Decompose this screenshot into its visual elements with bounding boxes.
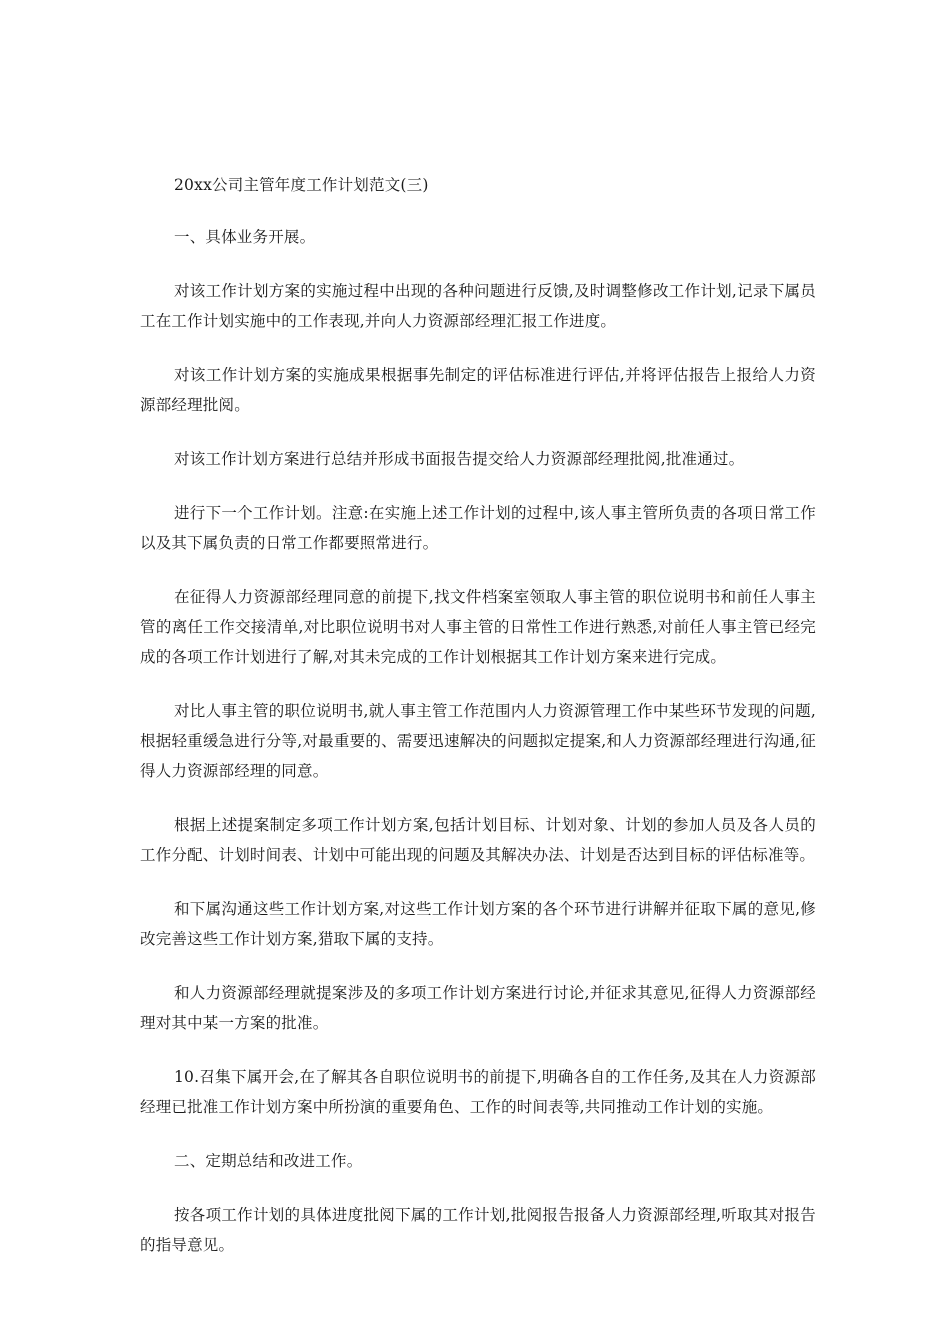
body-paragraph: 按各项工作计划的具体进度批阅下属的工作计划,批阅报告报备人力资源部经理,听取其对报告的指导意见。 <box>140 1206 816 1254</box>
body-paragraph: 根据上述提案制定多项工作计划方案,包括计划目标、计划对象、计划的参加人员及各人员的工作分配、计划时间表、计划中可能出现的问题及其解决办法、计划是否达到目标的评估标准等。 <box>140 816 816 864</box>
body-paragraph: 对该工作计划方案的实施成果根据事先制定的评估标准进行评估,并将评估报告上报给人力资源部经理批阅。 <box>140 366 816 414</box>
document-page <box>140 170 816 1284</box>
body-paragraph: 和下属沟通这些工作计划方案,对这些工作计划方案的各个环节进行讲解并征取下属的意见,修改完善这些工作计划方案,猎取下属的支持。 <box>140 900 816 948</box>
body-paragraph: 对该工作计划方案的实施过程中出现的各种问题进行反馈,及时调整修改工作计划,记录下属员工在工作计划实施中的工作表现,并向人力资源部经理汇报工作进度。 <box>140 282 816 330</box>
body-paragraph: 在征得人力资源部经理同意的前提下,找文件档案室领取人事主管的职位说明书和前任人事主管的离任工作交接清单,对比职位说明书对人事主管的日常性工作进行熟悉,对前任人事主管已经完成的各项工作计划进行了解,对其未完成的工作计划根据其工作计划方案来进行完成。 <box>140 588 816 666</box>
body-paragraph: 10.召集下属开会,在了解其各自职位说明书的前提下,明确各自的工作任务,及其在人力资源部经理已批准工作计划方案中所扮演的重要角色、工作的时间表等,共同推动工作计划的实施。 <box>140 1068 816 1116</box>
section-heading-2: 二、定期总结和改进工作。 <box>174 1152 363 1170</box>
body-paragraph: 进行下一个工作计划。注意:在实施上述工作计划的过程中,该人事主管所负责的各项日常工作以及其下属负责的日常工作都要照常进行。 <box>140 504 816 552</box>
body-paragraph: 对该工作计划方案进行总结并形成书面报告提交给人力资源部经理批阅,批准通过。 <box>174 450 745 468</box>
document-title: 20xx公司主管年度工作计划范文(三) <box>174 176 429 194</box>
section-heading-1: 一、具体业务开展。 <box>174 228 316 246</box>
body-paragraph: 和人力资源部经理就提案涉及的多项工作计划方案进行讨论,并征求其意见,征得人力资源部经理对其中某一方案的批准。 <box>140 984 816 1032</box>
body-paragraph: 对比人事主管的职位说明书,就人事主管工作范围内人力资源管理工作中某些环节发现的问题,根据轻重缓急进行分等,对最重要的、需要迅速解决的问题拟定提案,和人力资源部经理进行沟通,征得人力资源部经理的同意。 <box>140 702 816 780</box>
